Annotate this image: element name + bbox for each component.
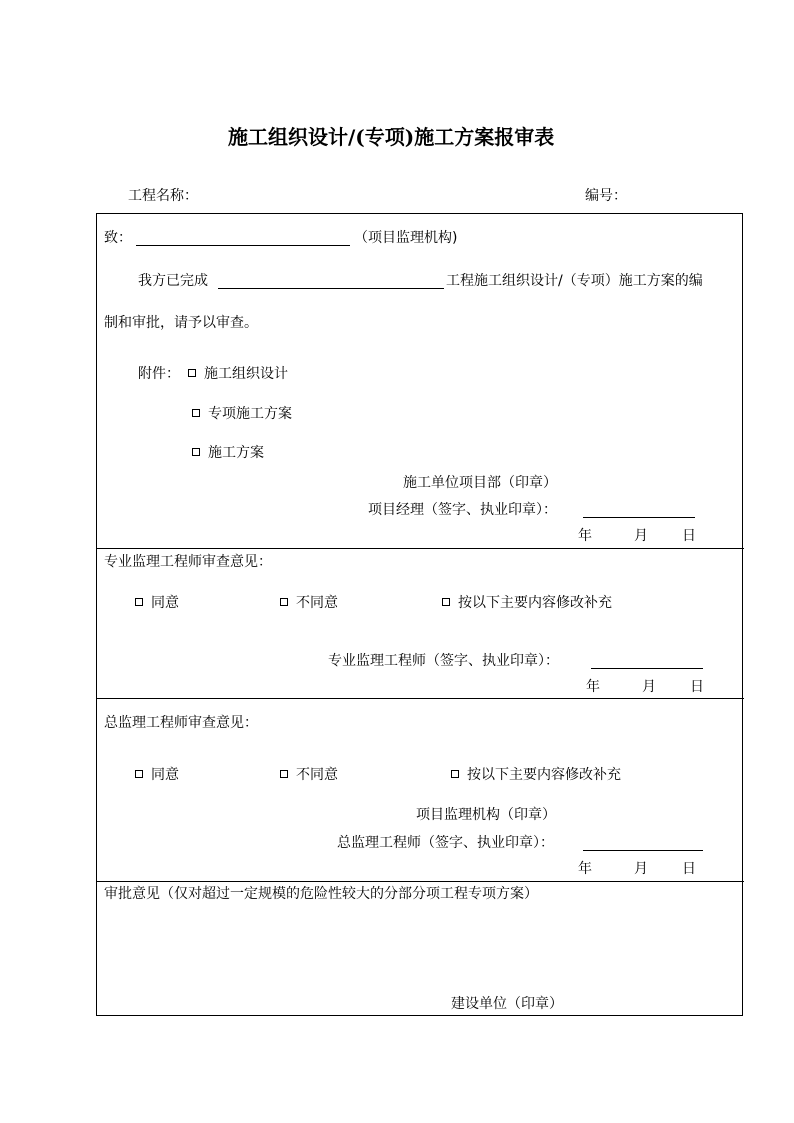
section-divider-2 [96, 698, 744, 699]
checkbox-icon[interactable] [192, 409, 200, 417]
specialist-engineer-sign-label: 专业监理工程师（签字、执业印章）： [328, 653, 559, 669]
section-divider-3 [96, 881, 744, 882]
chief-engineer-sign-label: 总监理工程师（签字、执业印章）： [337, 835, 554, 851]
attachment-option-special-plan[interactable] [192, 407, 292, 421]
supervision-org-label: （项目监理机构) [354, 230, 458, 246]
attachment-option-construction-plan[interactable] [192, 446, 264, 460]
checkbox-icon[interactable] [280, 598, 288, 606]
owner-unit-seal: 建设单位（印章） [451, 996, 563, 1012]
number-label: 编号： [585, 188, 627, 204]
attachment-label-2: 专项施工方案 [208, 406, 292, 422]
date-day: 日 [682, 528, 696, 544]
date-year: 年 [578, 861, 592, 877]
supervision-org-seal: 项目监理机构（印章） [416, 807, 556, 823]
chief-option-agree[interactable] [135, 768, 179, 782]
date-day: 日 [690, 679, 704, 695]
chief-engineer-sign-blank[interactable] [583, 850, 703, 851]
checkbox-icon[interactable] [451, 770, 459, 778]
chief-option-revise[interactable] [451, 768, 621, 782]
construction-unit-seal: 施工单位项目部（印章） [403, 475, 557, 491]
project-manager-sign-blank[interactable] [583, 517, 695, 518]
specialist-option-revise[interactable] [442, 596, 612, 610]
option-label-agree: 同意 [151, 767, 179, 783]
option-label-disagree: 不同意 [296, 595, 338, 611]
attachment-label-1: 施工组织设计 [204, 366, 288, 382]
project-manager-sign-label: 项目经理（签字、执业印章）： [368, 502, 557, 518]
date-month: 月 [634, 861, 648, 877]
to-label: 致： [104, 230, 132, 246]
checkbox-icon[interactable] [188, 369, 196, 377]
section-divider-1 [96, 548, 744, 549]
option-label-agree: 同意 [151, 595, 179, 611]
checkbox-icon[interactable] [280, 770, 288, 778]
project-blank[interactable] [218, 288, 444, 289]
specialist-engineer-sign-blank[interactable] [591, 668, 703, 669]
attachment-label-3: 施工方案 [208, 445, 264, 461]
date-month: 月 [642, 679, 656, 695]
specialist-review-heading: 专业监理工程师审查意见： [104, 554, 272, 570]
option-label-disagree: 不同意 [296, 767, 338, 783]
specialist-option-disagree[interactable] [280, 596, 338, 610]
option-label-revise: 按以下主要内容修改补充 [458, 595, 612, 611]
checkbox-icon[interactable] [442, 598, 450, 606]
form-title: 施工组织设计/(专项)施工方案报审表 [228, 125, 555, 149]
approval-opinion-heading: 审批意见（仅对超过一定规模的危险性较大的分部分项工程专项方案） [104, 886, 538, 902]
date-month: 月 [634, 528, 648, 544]
checkbox-icon[interactable] [192, 448, 200, 456]
checkbox-icon[interactable] [135, 770, 143, 778]
completed-prefix: 我方已完成 [138, 273, 208, 289]
date-year: 年 [578, 528, 592, 544]
supervision-org-blank[interactable] [136, 245, 350, 246]
option-label-revise: 按以下主要内容修改补充 [467, 767, 621, 783]
date-day: 日 [682, 861, 696, 877]
specialist-option-agree[interactable] [135, 596, 179, 610]
completed-suffix: 工程施工组织设计/（专项）施工方案的编 [446, 273, 703, 289]
review-request-text: 制和审批，请予以审查。 [104, 315, 258, 331]
attachment-option-construction-design[interactable] [188, 367, 288, 381]
attachment-label: 附件： [138, 366, 180, 382]
project-name-label: 工程名称： [128, 188, 198, 204]
chief-review-heading: 总监理工程师审查意见： [104, 715, 258, 731]
date-year: 年 [586, 679, 600, 695]
checkbox-icon[interactable] [135, 598, 143, 606]
chief-option-disagree[interactable] [280, 768, 338, 782]
